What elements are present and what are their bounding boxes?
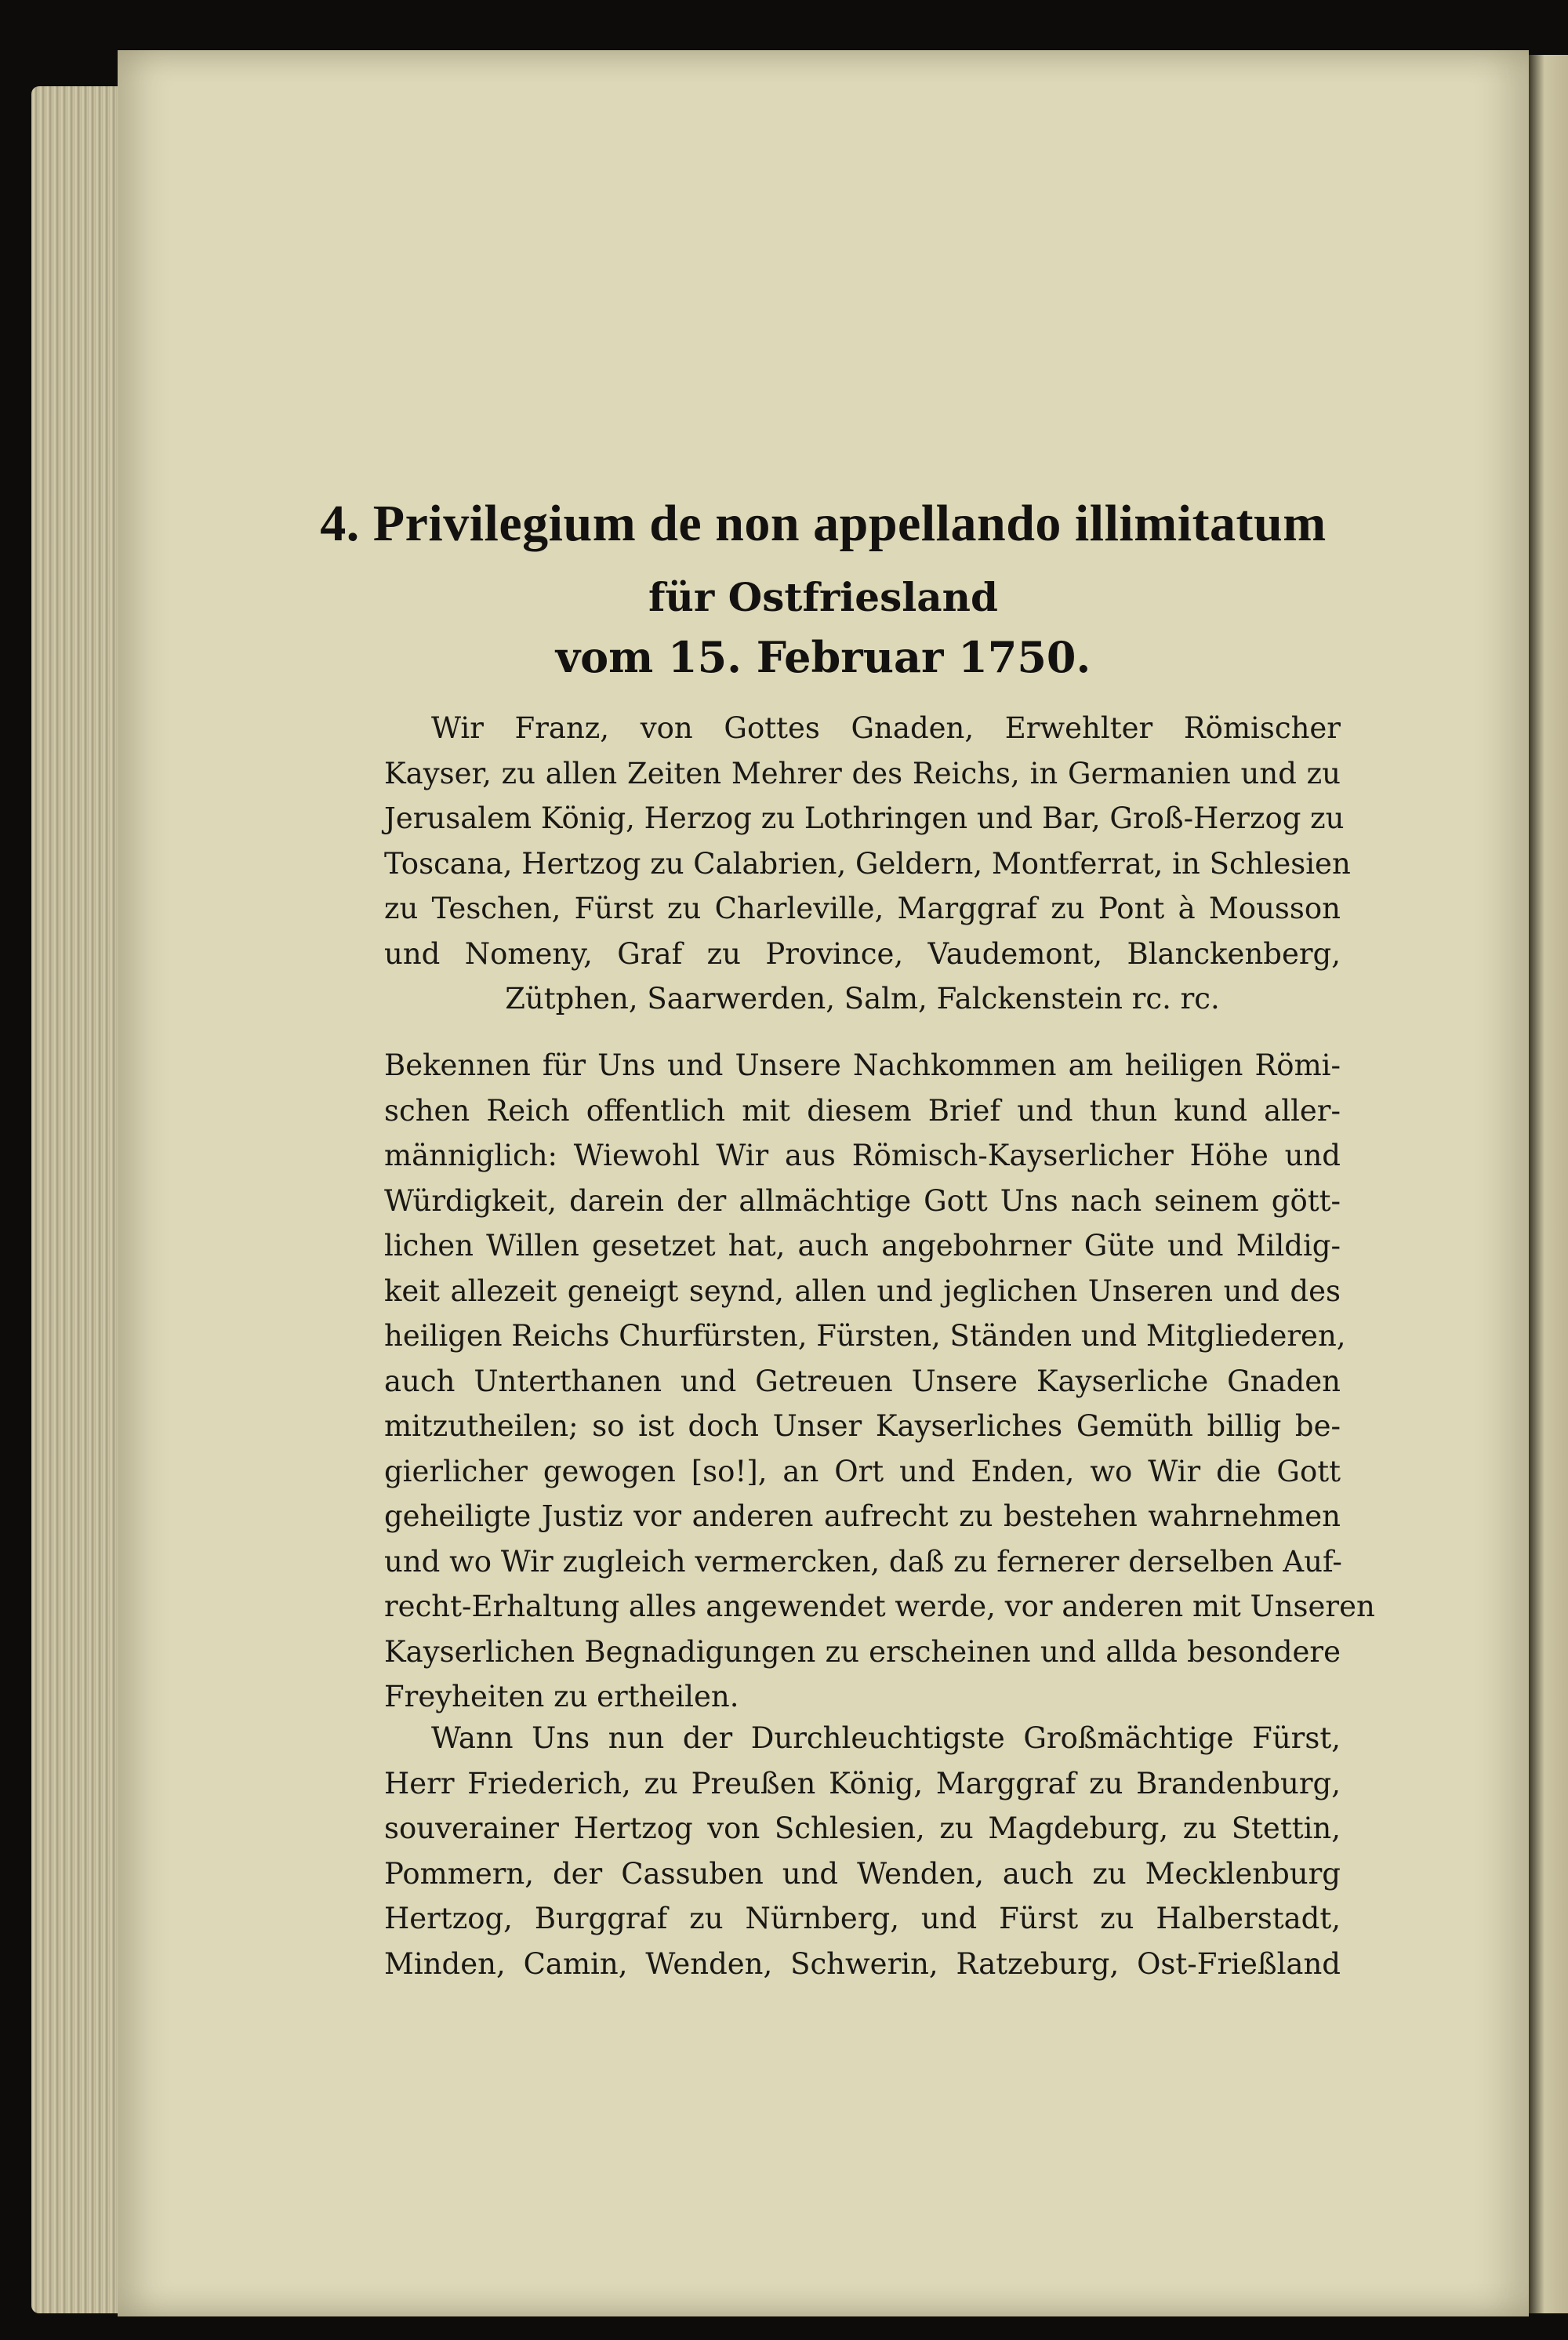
text-line: Toscana, Hertzog zu Calabrien, Geldern, Montferrat, in Schlesien <box>384 846 1351 881</box>
paragraph-3 <box>384 1716 1341 1986</box>
text-line: schen Reich offentlich mit diesem Brief und thun kund aller- <box>384 1093 1341 1128</box>
paragraph-2 <box>384 1043 1375 1720</box>
text-line: recht-Erhaltung alles angewendet werde, vor anderen mit Unseren <box>384 1590 1375 1623</box>
text-line: Kayserlichen Begnadigungen zu erscheinen und allda besondere <box>384 1634 1341 1669</box>
text-line: mitzutheilen; so ist doch Unser Kayserliches Gemüth billig be- <box>384 1409 1341 1443</box>
text-line: und Nomeny, Graf zu Province, Vaudemont, Blanckenberg, <box>384 936 1341 971</box>
text-line: Zütphen, Saarwerden, Salm, Falckenstein rc. rc. <box>505 982 1220 1016</box>
facing-page-edge <box>1529 55 1568 2313</box>
text-line: lichen Willen gesetzet hat, auch angebohrner Güte und Mildig- <box>384 1229 1341 1263</box>
text-line: Freyheiten zu ertheilen. <box>384 1680 739 1713</box>
text-line: Würdigkeit, darein der allmächtige Gott Uns nach seinem gött- <box>384 1183 1341 1218</box>
text-line: heiligen Reichs Churfürsten, Fürsten, Ständen und Mitgliederen, <box>384 1319 1346 1353</box>
text-line: souverainer Hertzog von Schlesien, zu Magdeburg, zu Stettin, <box>384 1811 1341 1845</box>
document-subtitle: für Ostfriesland <box>648 574 998 620</box>
title-text: Privilegium de non appellando illimitatum <box>372 495 1327 552</box>
document-title <box>267 494 1380 554</box>
text-line: Wir Franz, von Gottes Gnaden, Erwehlter Römischer <box>431 711 1341 745</box>
text-line: geheiligte Justiz vor anderen aufrecht zu bestehen wahrnehmen <box>384 1499 1341 1533</box>
text-line: Kayser, zu allen Zeiten Mehrer des Reichs, in Germanien und zu <box>384 756 1341 790</box>
text-line: Herr Friederich, zu Preußen König, Marggraf zu Brandenburg, <box>384 1766 1341 1800</box>
text-line: gierlicher gewogen [so!], an Ort und Enden, wo Wir die Gott <box>384 1454 1341 1488</box>
text-line: und wo Wir zugleich vermercken, daß zu fernerer derselben Auf- <box>384 1544 1342 1579</box>
text-line: männiglich: Wiewohl Wir aus Römisch-Kayserlicher Höhe und <box>384 1139 1341 1172</box>
text-line: Wann Uns nun der Durchleuchtigste Großmächtige Fürst, <box>431 1721 1341 1755</box>
text-line: Pommern, der Cassuben und Wenden, auch zu Mecklenburg <box>384 1856 1341 1891</box>
document-date: vom 15. Februar 1750. <box>555 632 1091 682</box>
text-line: Hertzog, Burggraf zu Nürnberg, und Fürst zu Halberstadt, <box>384 1902 1341 1935</box>
text-line: auch Unterthanen und Getreuen Unsere Kayserliche Gnaden <box>384 1364 1341 1398</box>
section-number: 4. <box>320 495 360 552</box>
text-line: Minden, Camin, Wenden, Schwerin, Ratzeburg, Ost-Frießland <box>384 1946 1341 1981</box>
text-line: Bekennen für Uns und Unsere Nachkommen am heiligen Römi- <box>384 1048 1341 1082</box>
paragraph-1 <box>384 706 1351 1022</box>
text-line: Jerusalem König, Herzog zu Lothringen und Bar, Groß-Herzog zu <box>384 801 1345 835</box>
text-line: zu Teschen, Fürst zu Charleville, Marggraf zu Pont à Mousson <box>384 892 1341 925</box>
text-line: keit allezeit geneigt seynd, allen und jeglichen Unseren und des <box>384 1274 1341 1308</box>
